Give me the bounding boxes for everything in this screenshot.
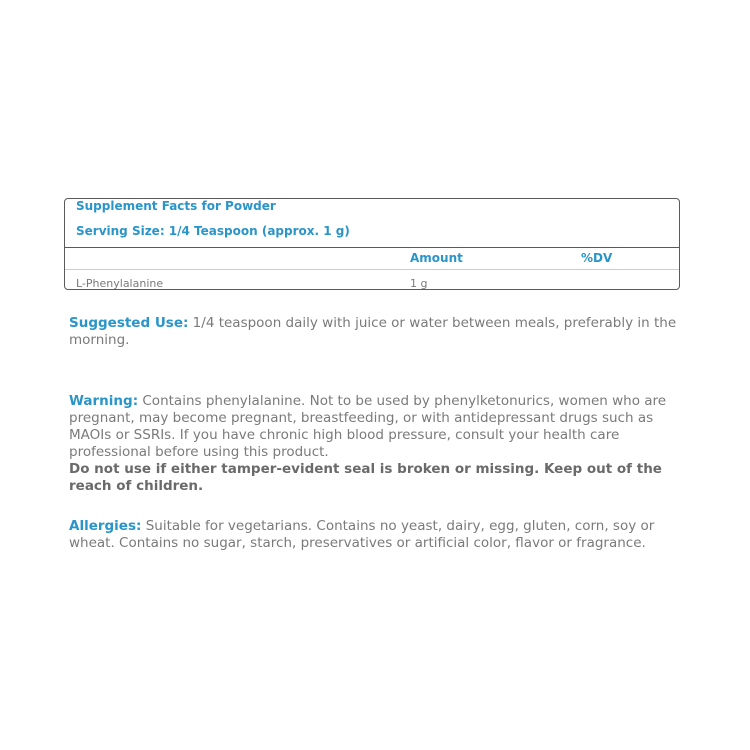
facts-title: Supplement Facts for Powder	[76, 199, 276, 213]
warning-bold-text: Do not use if either tamper-evident seal is broken or missing. Keep out of the reach of children.	[69, 461, 662, 494]
warning-text: Contains phenylalanine. Not to be used by phenylketonurics, women who are pregnant, may become pregnant, breastfeeding, or with antidepressant drugs such as MAOIs or SSRIs. If you have chronic high blood pressure, consult your health care professional before using this product.	[69, 393, 667, 460]
ingredient-amount: 1 g	[410, 277, 428, 290]
warning-label: Warning:	[69, 393, 139, 409]
allergies-label: Allergies:	[69, 518, 142, 534]
facts-divider	[65, 247, 679, 248]
ingredient-name: L-Phenylalanine	[76, 277, 164, 290]
allergies-text: Suitable for vegetarians. Contains no yeast, dairy, egg, gluten, corn, soy or wheat. Contains no sugar, starch, preservatives or artificial color, flavor or fragrance.	[69, 518, 655, 551]
allergies-section	[69, 518, 684, 552]
facts-row-divider	[65, 269, 679, 270]
suggested-use-text: 1/4 teaspoon daily with juice or water between meals, preferably in the morning.	[69, 315, 677, 348]
supplement-facts-panel	[64, 198, 680, 290]
suggested-use-label: Suggested Use:	[69, 315, 189, 331]
dv-column-header: %DV	[581, 251, 613, 265]
amount-column-header: Amount	[410, 251, 463, 265]
warning-section	[69, 393, 684, 495]
serving-size: Serving Size: 1/4 Teaspoon (approx. 1 g)	[76, 224, 350, 238]
suggested-use-section	[69, 315, 684, 349]
